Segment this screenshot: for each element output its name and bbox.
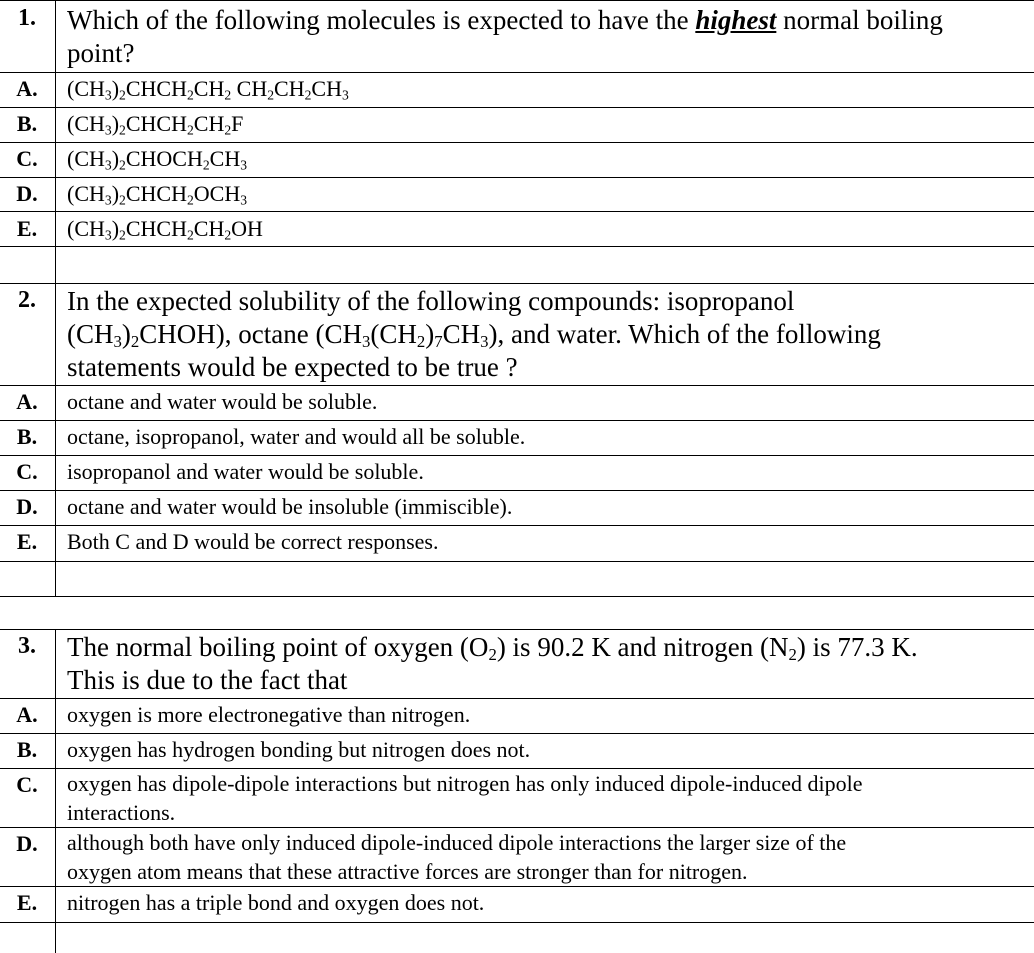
option-text: oxygen is more electronegative than nitrogen.	[67, 702, 471, 727]
option-letter: D.	[16, 494, 38, 519]
question-number: 2.	[18, 287, 36, 313]
row-border	[0, 698, 1034, 699]
row-border	[0, 0, 1034, 1]
option-text-continued: oxygen atom means that these attractive forces are stronger than for nitrogen.	[67, 859, 748, 884]
row-border	[0, 142, 1034, 143]
row-border	[0, 629, 1034, 630]
question-number: 1.	[18, 5, 36, 31]
option-letter: B.	[16, 424, 38, 449]
option-text: although both have only induced dipole-induced dipole interactions the larger size of the	[67, 830, 847, 855]
option-letter: B.	[16, 737, 38, 762]
row-border	[0, 107, 1034, 108]
option-letter: D.	[16, 181, 38, 206]
row-border	[0, 490, 1034, 491]
row-border	[0, 886, 1034, 887]
question-stem-line: $(CH_3)_2CHOH$), octane $(CH_3(CH_2)_7CH_3)$, and water. Which of the following	[67, 319, 881, 352]
question-stem-line: The normal boiling point of oxygen $(O_2)$ is 90.2 K and nitrogen $(N_2)$ is 77.3 K.	[67, 632, 918, 665]
option-letter: E.	[16, 216, 38, 241]
emphasized-word: highest	[695, 5, 777, 35]
option-text: oxygen has hydrogen bonding but nitrogen does not.	[67, 737, 531, 762]
row-border	[0, 455, 1034, 456]
option-letter: E.	[16, 529, 38, 554]
option-text: $(CH_3)_2CHCH_2CH_2$ $CH_2CH_2CH_3$	[67, 76, 349, 103]
option-text: $(CH_3)_2CHOCH_2CH_3$	[67, 146, 248, 173]
option-text: nitrogen has a triple bond and oxygen does not.	[67, 890, 485, 915]
option-text: octane and water would be soluble.	[67, 389, 378, 414]
question-stem-line: This is due to the fact that	[67, 665, 348, 695]
question-number: 3.	[18, 633, 36, 659]
row-border	[0, 72, 1034, 73]
option-letter: C.	[16, 146, 38, 171]
option-letter: C.	[16, 772, 38, 797]
option-text-continued: interactions.	[67, 800, 176, 825]
row-border	[0, 246, 1034, 247]
option-text: octane, isopropanol, water and would all be soluble.	[67, 424, 526, 449]
option-text: Both C and D would be correct responses.	[67, 529, 439, 554]
option-text: isopropanol and water would be soluble.	[67, 459, 424, 484]
row-border	[0, 733, 1034, 734]
option-letter: C.	[16, 459, 38, 484]
option-letter: E.	[16, 890, 38, 915]
option-letter: A.	[16, 702, 38, 727]
question-stem-line: point?	[67, 38, 135, 68]
question-stem-line: statements would be expected to be true ?	[67, 352, 518, 382]
row-border	[0, 561, 1034, 562]
question-stem-line: In the expected solubility of the following compounds: isopropanol	[67, 286, 795, 316]
option-text: octane and water would be insoluble (immiscible).	[67, 494, 513, 519]
option-text: $(CH_3)_2CHCH_2CH_2OH$	[67, 216, 263, 243]
option-letter: B.	[16, 111, 38, 136]
row-border	[0, 420, 1034, 421]
row-border	[0, 596, 1034, 597]
row-border	[0, 177, 1034, 178]
row-border	[0, 283, 1034, 284]
option-text: oxygen has dipole-dipole interactions but nitrogen has only induced dipole-induced dipole	[67, 771, 863, 796]
column-divider	[55, 629, 56, 953]
column-divider	[55, 0, 56, 596]
row-border	[0, 525, 1034, 526]
option-text: $(CH_3)_2CHCH_2CH_2F$	[67, 111, 244, 138]
row-border	[0, 922, 1034, 923]
option-letter: D.	[16, 831, 38, 856]
row-border	[0, 211, 1034, 212]
question-stem-line: Which of the following molecules is expected to have the highest normal boiling	[67, 5, 943, 35]
row-border	[0, 385, 1034, 386]
option-text: $(CH_3)_2CHCH_2OCH_3$	[67, 181, 248, 208]
option-letter: A.	[16, 76, 38, 101]
option-letter: A.	[16, 389, 38, 414]
